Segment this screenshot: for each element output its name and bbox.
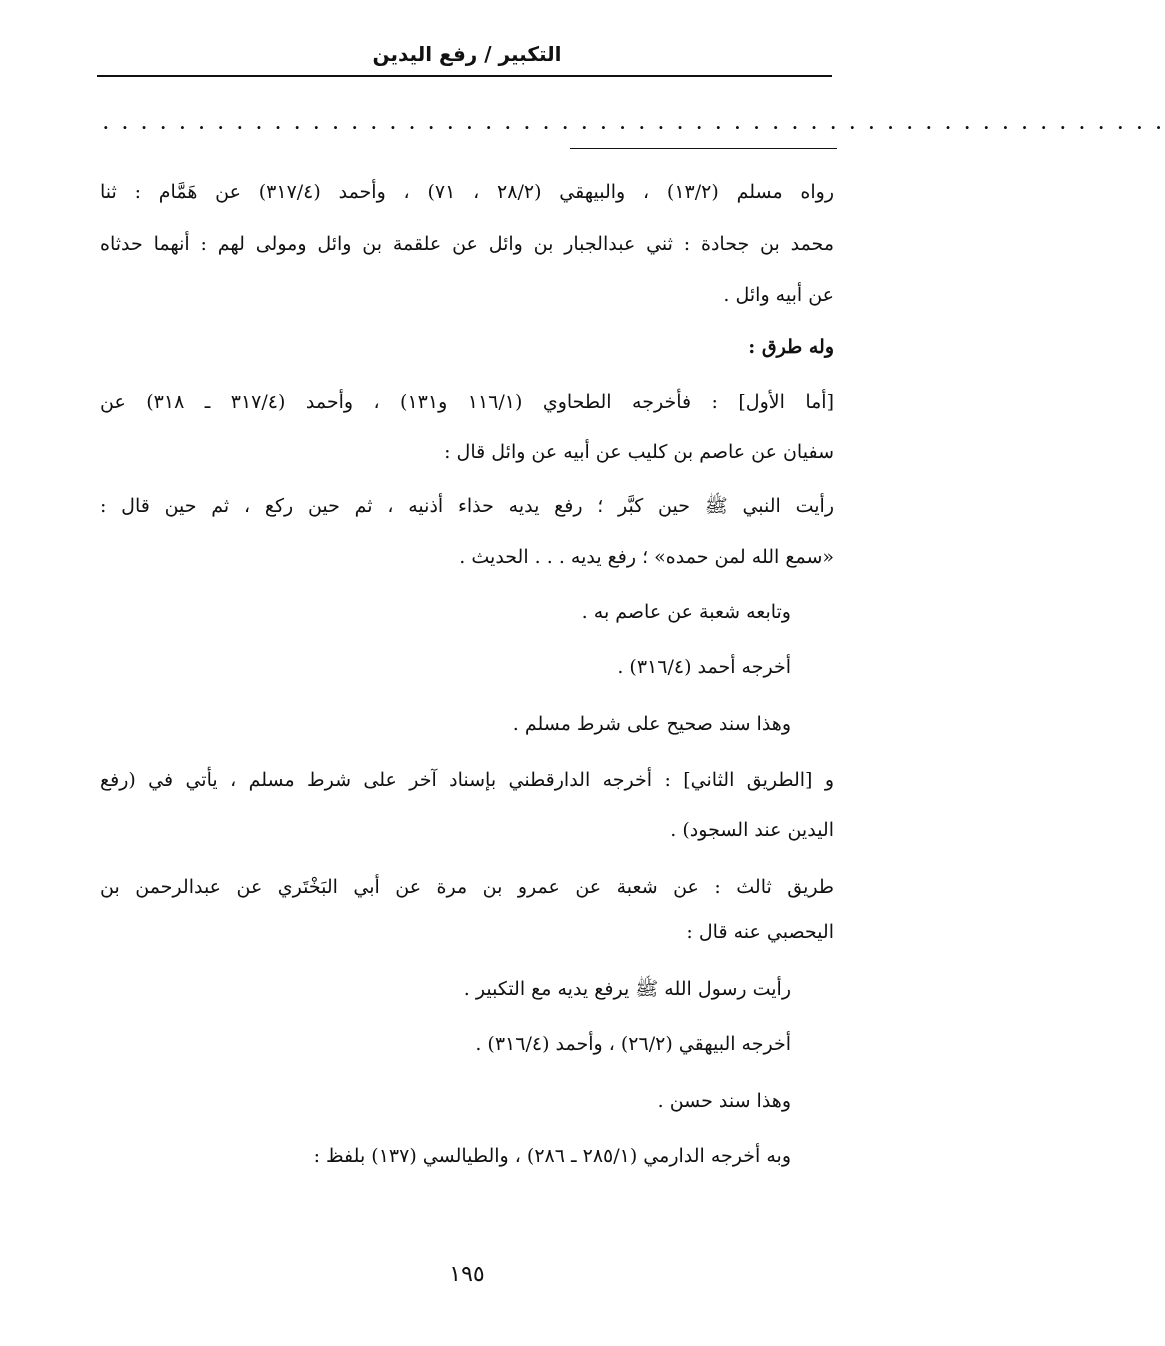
header-rule (97, 75, 832, 77)
section-heading: وله طرق : (748, 336, 834, 358)
body-line: عن أبيه وائل . (723, 284, 834, 306)
body-line: رأيت النبي ﷺ حين كبَّر ؛ رفع يديه حذاء أذنيه ، ثم حين ركع ، ثم حين قال : (100, 495, 834, 517)
body-line: وهذا سند حسن . (657, 1090, 791, 1112)
body-line: أخرجه البيهقي (٢٦/٢) ، وأحمد (٣١٦/٤) . (475, 1033, 791, 1055)
body-line: [أما الأول] : فأخرجه الطحاوي (١١٦/١ و١٣١) ، وأحمد (٣١٧/٤ ـ ٣١٨) عن (100, 391, 834, 413)
body-line: «سمع الله لمن حمده» ؛ رفع يديه . . . الحديث . (459, 546, 834, 568)
body-line: رأيت رسول الله ﷺ يرفع يديه مع التكبير . (463, 978, 791, 1000)
body-line: محمد بن جحادة : ثني عبدالجبار بن وائل عن علقمة بن وائل ومولى لهم : أنهما حدثاه (100, 233, 834, 255)
body-line: وهذا سند صحيح على شرط مسلم . (512, 713, 791, 735)
running-header: التكبير / رفع اليدين (372, 42, 562, 66)
body-line: رواه مسلم (١٣/٢) ، والبيهقي (٢٨/٢ ، ٧١) ، وأحمد (٣١٧/٤) عن هَمَّام : ثنا (100, 181, 835, 203)
body-line: أخرجه أحمد (٣١٦/٤) . (617, 656, 791, 678)
page-number: ١٩٥ (449, 1262, 485, 1287)
body-line: اليدين عند السجود) . (670, 819, 834, 841)
body-line: طريق ثالث : عن شعبة عن عمرو بن مرة عن أبي البَخْتَري عن عبدالرحمن بن (100, 876, 834, 898)
body-line: وبه أخرجه الدارمي (٢٨٥/١ ـ ٢٨٦) ، والطيالسي (١٣٧) بلفظ : (313, 1145, 791, 1167)
body-line: اليحصبي عنه قال : (686, 921, 834, 943)
body-line: وتابعه شعبة عن عاصم به . (581, 601, 791, 623)
body-line: سفيان عن عاصم بن كليب عن أبيه عن وائل قال : (444, 441, 834, 463)
body-line: و [الطريق الثاني] : أخرجه الدارقطني بإسناد آخر على شرط مسلم ، يأتي في (رفع (100, 769, 834, 791)
dotted-separator: . . . . . . . . . . . . . . . . . . . . . . . . . . . . . . . . . . . . . . . . . . . . . . . . . . . . . . . . (103, 114, 1165, 133)
short-rule (570, 148, 837, 149)
